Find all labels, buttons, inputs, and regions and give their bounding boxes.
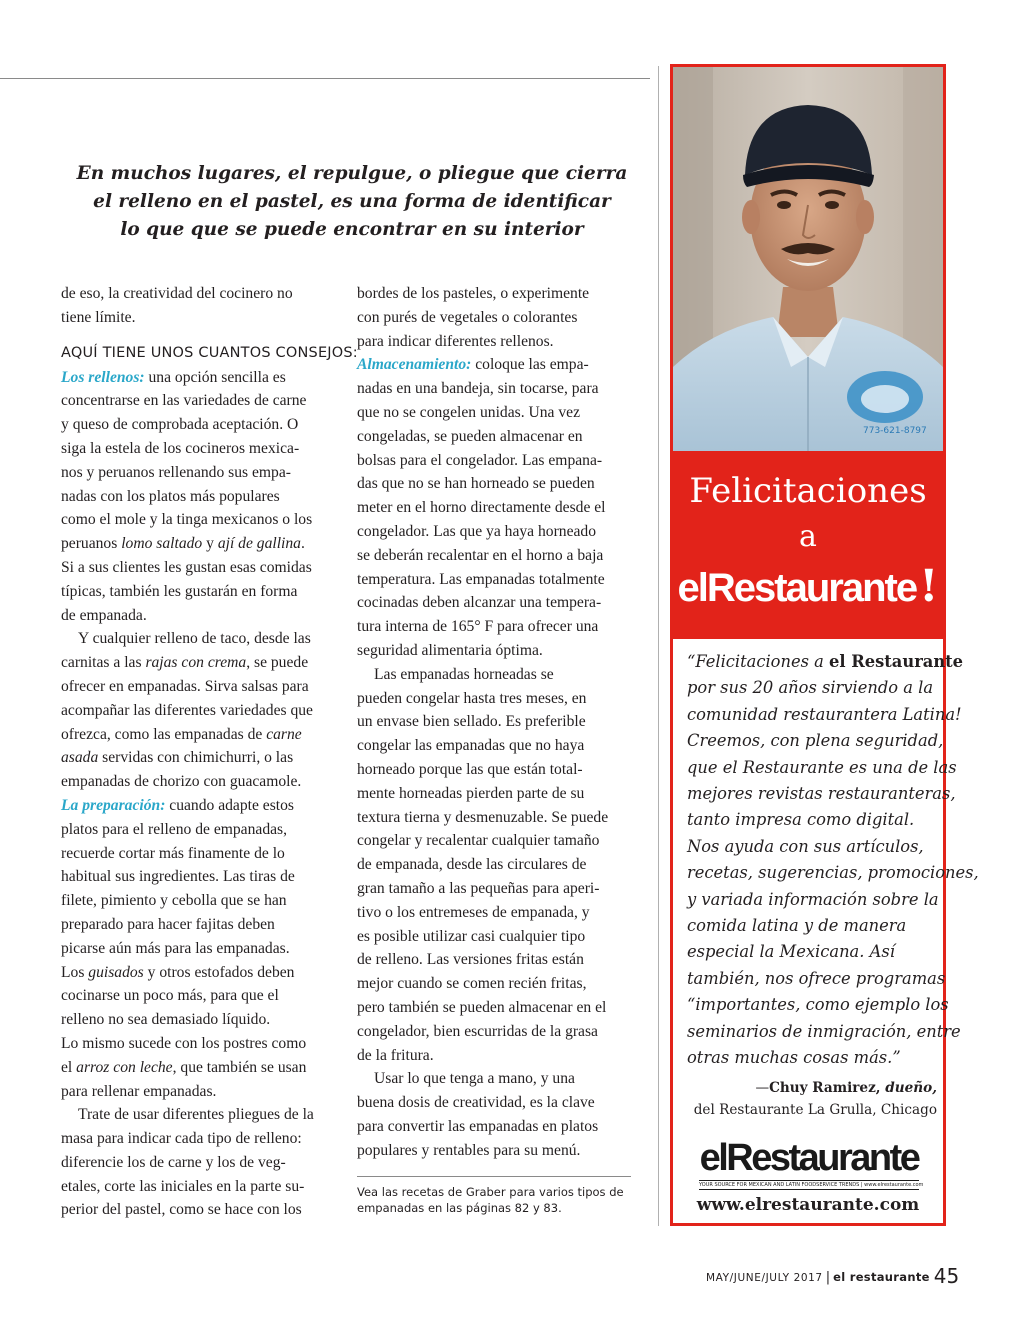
section-heading: AQUÍ TIENE UNOS CUANTOS CONSEJOS: bbox=[61, 344, 358, 361]
text-line: etales, corte las iniciales en la parte su- bbox=[61, 1177, 305, 1195]
text-line: congelar las empanadas que no haya bbox=[357, 737, 585, 755]
text-line: perior del pastel, como se hace con los bbox=[61, 1201, 302, 1219]
text-line: gran tamaño a las pequeñas para aperi- bbox=[357, 879, 600, 897]
folio-separator: | bbox=[825, 1270, 831, 1285]
article-column-2 bbox=[357, 282, 637, 1162]
quote-line: también, nos ofrece programas bbox=[687, 968, 946, 988]
text-line: bordes de los pasteles, o experimente bbox=[357, 285, 590, 302]
text-line: empanadas de chorizo con guacamole. bbox=[61, 773, 302, 791]
text-line: Las empanadas horneadas se bbox=[374, 665, 554, 683]
quote-line: y variada información sobre la bbox=[687, 889, 939, 909]
text-line: temperatura. Las empanadas totalmente bbox=[357, 570, 605, 588]
text-line: de eso, la creatividad del cocinero no bbox=[61, 285, 293, 302]
text-line: Usar lo que tenga a mano, y una bbox=[374, 1070, 575, 1088]
text-line: tura interna de 165° F para ofrecer una bbox=[357, 618, 599, 636]
pull-quote bbox=[62, 160, 642, 244]
text-line: seguridad alimentaria óptima. bbox=[357, 641, 543, 659]
magazine-name: el restaurante bbox=[833, 1270, 930, 1284]
quote-line: que el Restaurante es una de las bbox=[687, 757, 957, 777]
portrait-illustration bbox=[673, 67, 943, 451]
text-line: buena dosis de creatividad, es la clave bbox=[357, 1094, 595, 1112]
quote-line: Creemos, con plena seguridad, bbox=[687, 731, 944, 751]
text-line: pueden congelar hasta tres meses, en bbox=[357, 689, 587, 707]
text-line: nadas con los platos más populares bbox=[61, 487, 280, 505]
text-line: que no se congelen unidas. Una vez bbox=[357, 403, 581, 421]
text-line: diferencie los de carne y los de veg- bbox=[61, 1153, 286, 1171]
quote-line: Nos ayuda con sus artículos, bbox=[687, 836, 924, 856]
text-line: carnitas a las rajas con crema, se puede bbox=[61, 654, 309, 672]
text-line: para convertir las empanadas en platos bbox=[357, 1117, 599, 1135]
column-divider bbox=[658, 66, 659, 1226]
text-line: relleno no sea demasiado líquido. bbox=[61, 1011, 271, 1029]
text-line: un envase bien sellado. Es preferible bbox=[357, 713, 586, 731]
text-line: textura tierna y desmenuzable. Se puede bbox=[357, 808, 609, 826]
text-line: Trate de usar diferentes pliegues de la bbox=[78, 1106, 314, 1124]
quote-line: comunidad restaurantera Latina! bbox=[687, 704, 962, 724]
article-column-1 bbox=[61, 282, 358, 1222]
text-line: y queso de comprobada aceptación. O bbox=[61, 416, 299, 434]
quote-line: mejores revistas restauranteras, bbox=[687, 784, 956, 804]
text-line: congeladas, se pueden almacenar en bbox=[357, 427, 583, 445]
testimonial-quote bbox=[687, 649, 979, 1072]
text-line: nadas en una bandeja, sin tocarse, para bbox=[357, 380, 599, 398]
text-line: La preparación: cuando adapte estos bbox=[61, 796, 294, 814]
text-line: mente horneadas pierden parte de su bbox=[357, 784, 585, 802]
quote-line: comida latina y de manera bbox=[687, 916, 907, 936]
text-line: congelar y recalentar cualquier tamaño bbox=[357, 832, 600, 850]
footnote-line: empanadas en las páginas 82 y 83. bbox=[357, 1201, 562, 1215]
text-line: Los guisados y otros estofados deben bbox=[61, 963, 295, 981]
keyword-preparacion: La preparación: bbox=[61, 796, 166, 814]
text-line: preparado para hacer fajitas deben bbox=[61, 915, 275, 933]
text-line: mejor cuando se comen recién fritas, bbox=[357, 975, 587, 993]
shirt-phone: 773-621-8797 bbox=[863, 426, 927, 436]
text-line: nos y peruanos rellenando sus empa- bbox=[61, 463, 291, 481]
advertisement bbox=[670, 64, 979, 1226]
text-line: habitual sus ingredientes. Las tiras de bbox=[61, 868, 295, 886]
banner-logo: elRestaurante! bbox=[677, 561, 939, 612]
page-number: 45 bbox=[933, 1264, 960, 1288]
banner-line-2: a bbox=[799, 519, 817, 554]
text-line: Y cualquier relleno de taco, desde las bbox=[78, 630, 311, 648]
footnote bbox=[357, 1184, 637, 1216]
attribution-line-1: —Chuy Ramirez, dueño, bbox=[755, 1080, 937, 1096]
text-line: platos para el relleno de empanadas, bbox=[61, 820, 288, 838]
text-line: se deberán recalentar en el horno a baja bbox=[357, 546, 604, 564]
quote-line: recetas, sugerencias, promociones, bbox=[687, 863, 979, 883]
pull-quote-line: lo que que se puede encontrar en su interior bbox=[120, 219, 584, 240]
brand-url[interactable]: www.elrestaurante.com bbox=[696, 1195, 920, 1215]
text-line: acompañar las diferentes variedades que bbox=[61, 701, 313, 719]
text-line: Almacenamiento: coloque las empa- bbox=[357, 356, 589, 374]
quote-line: “importantes, como ejemplo los bbox=[687, 995, 949, 1015]
issue-date: MAY/JUNE/JULY 2017 bbox=[706, 1272, 823, 1284]
text-line: congelador, bien escurridas de la grasa bbox=[357, 1022, 598, 1040]
brand-logo: elRestaurante bbox=[699, 1137, 919, 1179]
text-line: populares y rentables para su menú. bbox=[357, 1141, 581, 1159]
page-folio bbox=[706, 1262, 960, 1288]
text-line: recuerde cortar más finamente de lo bbox=[61, 844, 285, 862]
text-line: Lo mismo sucede con los postres como bbox=[61, 1034, 307, 1052]
attribution bbox=[687, 1077, 937, 1121]
text-line: siga la estela de los cocineros mexica- bbox=[61, 439, 300, 457]
attribution-line-2: del Restaurante La Grulla, Chicago bbox=[693, 1102, 937, 1118]
text-line: es posible utilizar casi cualquier tipo bbox=[357, 927, 586, 945]
text-line: filete, pimiento y cebolla que se han bbox=[61, 892, 287, 910]
congratulations-banner bbox=[673, 451, 943, 639]
keyword-rellenos: Los rellenos: bbox=[61, 368, 145, 386]
footnote-rule bbox=[357, 1176, 631, 1177]
text-line: pero también se pueden almacenar en el bbox=[357, 998, 607, 1016]
text-line: para rellenar empanadas. bbox=[61, 1082, 217, 1100]
pull-quote-line: el relleno en el pastel, es una forma de identificar bbox=[93, 191, 611, 212]
text-line: picarse aún más para las empanadas. bbox=[61, 939, 290, 957]
text-line: tivo o los entremeses de empanada, y bbox=[357, 903, 590, 921]
text-line: cocinadas deben alcanzar una tempera- bbox=[357, 594, 602, 612]
keyword-almacenamiento: Almacenamiento: bbox=[357, 356, 472, 374]
text-line: das que no se han horneado se pueden bbox=[357, 475, 595, 493]
text-line: con purés de vegetales o colorantes bbox=[357, 308, 578, 326]
quote-line: por sus 20 años sirviendo a la bbox=[687, 678, 934, 698]
text-line: asada servidas con chimichurri, o las bbox=[61, 749, 294, 767]
text-line: cocinarse un poco más, para que el bbox=[61, 987, 279, 1005]
quote-line: otras muchas cosas más.” bbox=[687, 1048, 901, 1068]
text-line: meter en el horno directamente desde el bbox=[357, 499, 606, 517]
text-line: Los rellenos: una opción sencilla es bbox=[61, 368, 286, 386]
text-line: tiene límite. bbox=[61, 308, 136, 326]
banner-line-1: Felicitaciones bbox=[689, 471, 927, 511]
quote-line: “Felicitaciones a el Restaurante bbox=[687, 652, 964, 671]
text-line: horneado porque las que están total- bbox=[357, 760, 583, 778]
text-line: Si a sus clientes les gustan esas comidas bbox=[61, 558, 312, 576]
text-line: el arroz con leche, que también se usan bbox=[61, 1058, 307, 1076]
text-line: ofrezca, como las empanadas de carne bbox=[61, 725, 302, 743]
text-line: de relleno. Las versiones fritas están bbox=[357, 951, 584, 969]
text-line: peruanos lomo saltado y ají de gallina. bbox=[61, 535, 305, 553]
text-line: de la fritura. bbox=[357, 1046, 434, 1064]
top-rule bbox=[0, 78, 650, 79]
text-line: para indicar diferentes rellenos. bbox=[357, 332, 554, 350]
footnote-line: Vea las recetas de Graber para varios tipos de bbox=[357, 1185, 624, 1199]
text-line: ofrecer en empanadas. Sirva salsas para bbox=[61, 677, 309, 695]
pull-quote-line: En muchos lugares, el repulgue, o pliegue que cierra bbox=[76, 163, 628, 184]
text-line: bolsas para el congelador. Las empana- bbox=[357, 451, 603, 469]
quote-line: tanto impresa como digital. bbox=[687, 810, 915, 830]
quote-line: seminarios de inmigración, entre bbox=[687, 1021, 961, 1041]
text-line: de empanada. bbox=[61, 606, 147, 624]
text-line: concentrarse en las variedades de carne bbox=[61, 392, 307, 410]
text-line: de empanada, desde las circulares de bbox=[357, 856, 587, 874]
brand-tagline: YOUR SOURCE FOR MEXICAN AND LATIN FOODSERVICE TRENDS | www.elrestaurante.com bbox=[699, 1182, 924, 1188]
text-line: típicas, también les gustarán en forma bbox=[61, 582, 298, 600]
text-line: congelador. Las que ya haya horneado bbox=[357, 522, 597, 540]
text-line: masa para indicar cada tipo de relleno: bbox=[61, 1130, 302, 1148]
quote-line: especial la Mexicana. Así bbox=[687, 942, 895, 962]
text-line: como el mole y la tinga mexicanos o los bbox=[61, 511, 313, 529]
portrait-photo bbox=[673, 67, 943, 451]
